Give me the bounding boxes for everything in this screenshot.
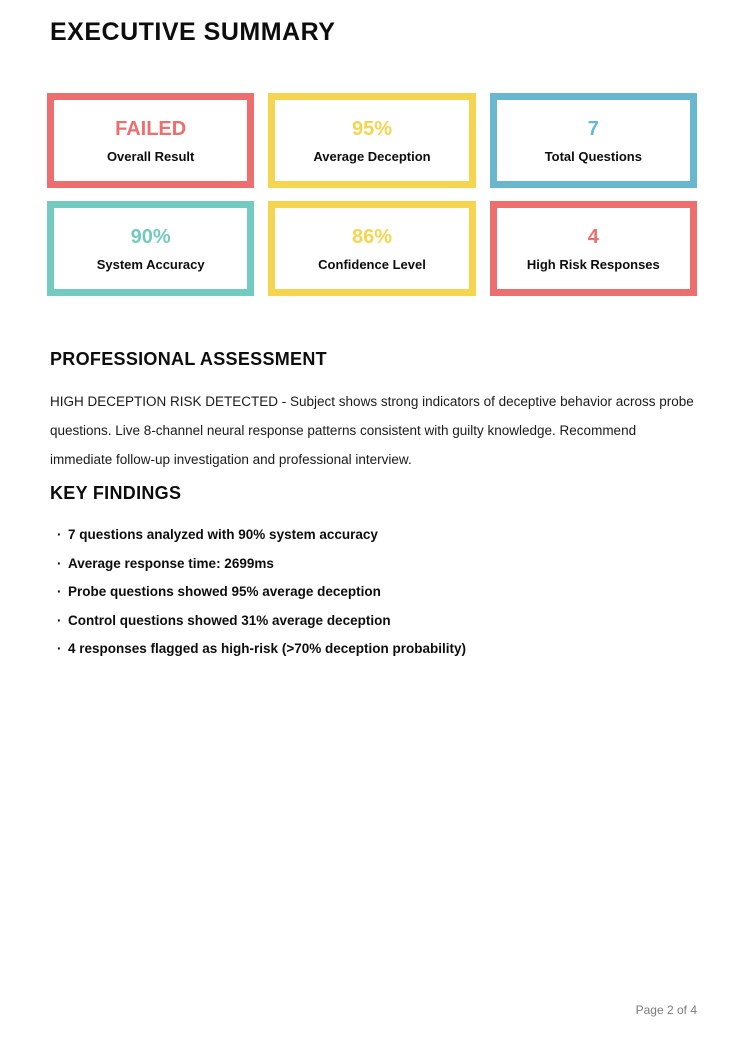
bullet-dot-icon: · (57, 612, 62, 628)
finding-item-text: Control questions showed 31% average deception (68, 612, 391, 628)
stat-cards-grid (47, 93, 697, 296)
finding-item (50, 614, 698, 628)
stat-card (268, 93, 475, 188)
stat-card (490, 201, 697, 296)
stat-card-value: 95% (351, 117, 392, 140)
bullet-dot-icon: · (57, 555, 62, 571)
bullet-dot-icon: · (57, 641, 62, 656)
findings-heading: KEY FINDINGS (50, 483, 182, 503)
finding-item-text: Average response time: 2699ms (68, 555, 274, 571)
finding-item (50, 642, 698, 656)
finding-item-text: Probe questions showed 95% average deception (68, 584, 381, 599)
bullet-dot-icon: · (57, 527, 62, 542)
stat-card-label: Average Deception (313, 148, 431, 164)
findings-list (50, 528, 698, 656)
stat-card-value: 4 (587, 225, 599, 248)
assessment-section (50, 349, 698, 474)
page-number: Page 2 of 4 (635, 1003, 697, 1017)
stat-card-value: 90% (130, 225, 171, 248)
page-title: EXECUTIVE SUMMARY (50, 18, 336, 46)
stat-card-label: High Risk Responses (526, 256, 660, 272)
stat-card-value: FAILED (115, 117, 187, 140)
bullet-dot-icon: · (57, 584, 62, 599)
stat-card-label: Total Questions (544, 148, 642, 164)
assessment-body-text: HIGH DECEPTION RISK DETECTED - Subject shows strong indicators of deceptive behavior across probe questions. Live 8-channel neural response patterns consistent with guilty knowledge. Recommend immediate follow-up investigation and professional interview. (50, 394, 694, 467)
finding-item (50, 528, 698, 542)
stat-card-label: Overall Result (106, 148, 195, 164)
stat-card-value: 86% (351, 225, 392, 248)
stat-card (47, 93, 254, 188)
finding-item-text: 7 questions analyzed with 90% system accuracy (68, 527, 378, 542)
finding-item (50, 557, 698, 571)
finding-item (50, 585, 698, 599)
assessment-heading: PROFESSIONAL ASSESSMENT (50, 349, 327, 369)
stat-card-value: 7 (587, 117, 599, 140)
stat-card (47, 201, 254, 296)
stat-card (268, 201, 475, 296)
stat-card (490, 93, 697, 188)
findings-section (50, 483, 698, 671)
stat-card-label: Confidence Level (318, 256, 426, 272)
stat-card-label: System Accuracy (96, 256, 205, 272)
finding-item-text: 4 responses flagged as high-risk (>70% deception probability) (68, 641, 466, 656)
